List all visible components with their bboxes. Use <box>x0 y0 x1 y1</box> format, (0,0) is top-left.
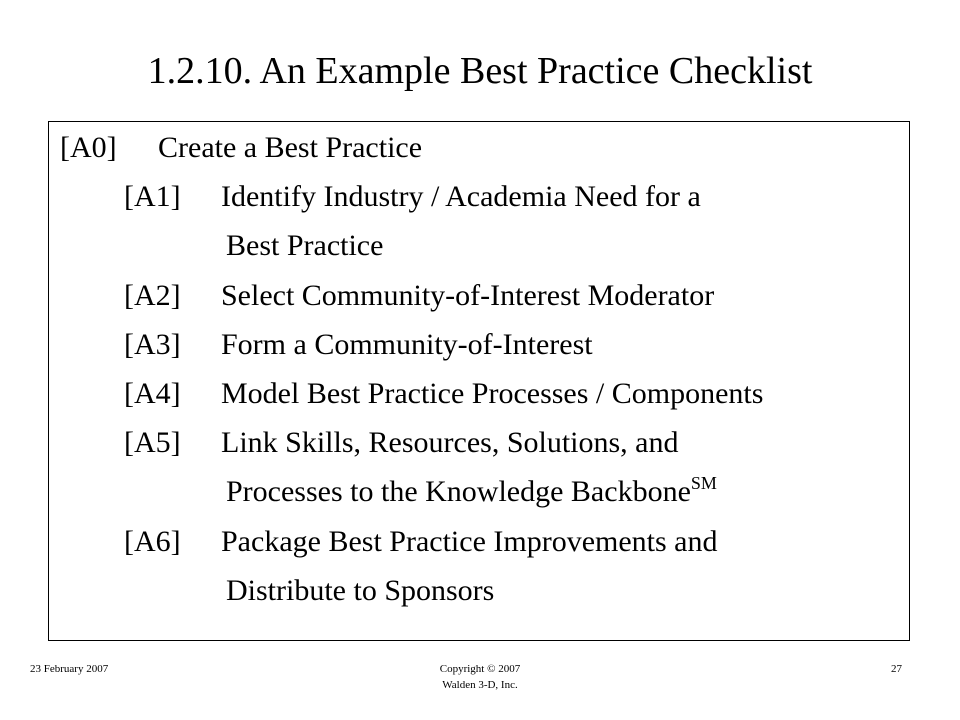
page-number: 27 <box>891 663 902 675</box>
checklist-box <box>48 121 910 641</box>
item-code: [A0] <box>60 131 117 164</box>
company-line: Walden 3-D, Inc. <box>442 679 518 691</box>
item-text: Select Community-of-Interest Moderator <box>221 279 715 312</box>
item-text: Link Skills, Resources, Solutions, and <box>221 426 679 459</box>
item-text: Package Best Practice Improvements and <box>221 525 718 558</box>
item-text: Form a Community-of-Interest <box>221 328 593 361</box>
slide-title: 1.2.10. An Example Best Practice Checklist <box>147 50 813 92</box>
footer-date: 23 February 2007 <box>30 663 109 675</box>
item-text: Create a Best Practice <box>158 131 423 164</box>
item-code: [A3] <box>124 328 181 361</box>
item-text-continuation: Distribute to Sponsors <box>226 574 495 607</box>
item-code: [A5] <box>124 426 181 459</box>
footer-copyright <box>380 661 580 693</box>
item-code: [A4] <box>124 377 181 410</box>
item-text-continuation: Best Practice <box>226 229 384 262</box>
item-code: [A6] <box>124 525 181 558</box>
copyright-line: Copyright © 2007 <box>439 663 521 675</box>
checklist-item-a1-continuation <box>226 226 383 266</box>
item-code: [A2] <box>124 279 181 312</box>
service-mark: SM <box>690 473 717 493</box>
item-code: [A1] <box>124 180 181 213</box>
checklist-item-a6-continuation <box>226 571 494 611</box>
item-text: Model Best Practice Processes / Components <box>221 377 764 410</box>
item-text: Identify Industry / Academia Need for a <box>221 180 701 213</box>
checklist-item-a5-continuation <box>226 472 717 512</box>
item-text-continuation: Processes to the Knowledge Backbone <box>226 475 691 508</box>
